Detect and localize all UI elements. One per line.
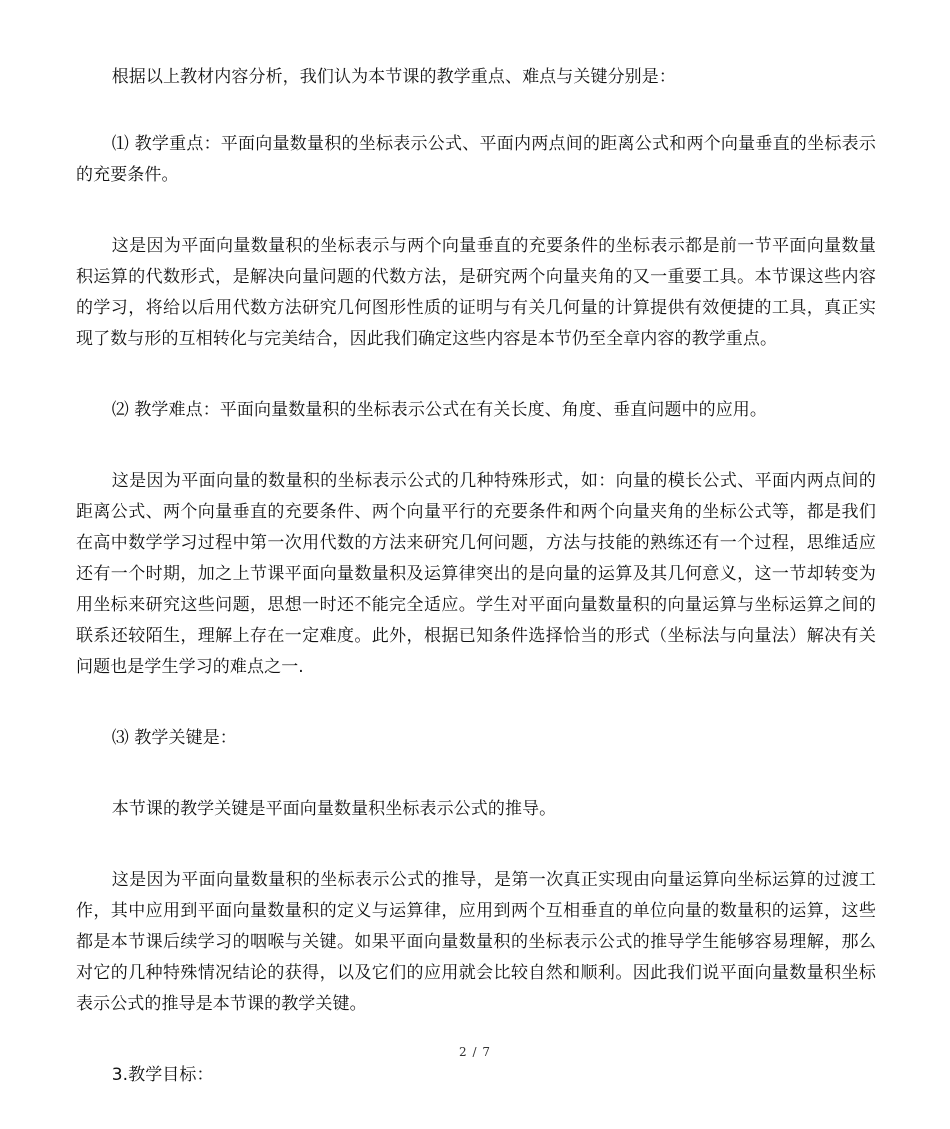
key-points-paragraph: ⑴ 教学重点：平面向量数量积的坐标表示公式、平面内两点间的距离公式和两个向量垂直的坐标表示的充要条件。 xyxy=(76,134,876,185)
page-number: 2 / 7 xyxy=(459,1045,491,1059)
objectives-heading: 3.教学目标： xyxy=(111,1065,214,1085)
intro-paragraph: 根据以上教材内容分析，我们认为本节课的教学重点、难点与关键分别是： xyxy=(111,67,676,87)
key-points-explanation: 这是因为平面向量数量积的坐标表示与两个向量垂直的充要条件的坐标表示都是前一节平面向量数量积运算的代数形式，是解决向量问题的代数方法，是研究两个向量夹角的又一重要工具。本节课这些内容的学习，将给以后用代数方法研究几何图形性质的证明与有关几何量的计算提供有效便捷的工具，真正实现了数与形的互相转化与完美结合，因此我们确定这些内容是本节仍至全章内容的教学重点。 xyxy=(76,236,876,349)
difficulties-paragraph: ⑵ 教学难点：平面向量数量积的坐标表示公式在有关长度、角度、垂直问题中的应用。 xyxy=(111,400,767,420)
key-explanation: 这是因为平面向量数量积的坐标表示公式的推导，是第一次真正实现由向量运算向坐标运算的过渡工作，其中应用到平面向量数量积的定义与运算律，应用到两个互相垂直的单位向量的数量积的运算，这些都是本节课后续学习的咽喉与关键。如果平面向量数量积的坐标表示公式的推导学生能够容易理解，那么对它的几种特殊情况结论的获得，以及它们的应用就会比较自然和顺利。因此我们说平面向量数量积坐标表示公式的推导是本节课的教学关键。 xyxy=(76,870,876,1014)
key-heading-paragraph: ⑶ 教学关键是： xyxy=(111,728,237,748)
difficulties-explanation: 这是因为平面向量的数量积的坐标表示公式的几种特殊形式，如：向量的模长公式、平面内两点间的距离公式、两个向量垂直的充要条件、两个向量平行的充要条件和两个向量夹角的坐标公式等，都是我们在高中数学学习过程中第一次用代数的方法来研究几何问题，方法与技能的熟练还有一个过程，思维适应还有一个时期，加之上节课平面向量数量积及运算律突出的是向量的运算及其几何意义，这一节却转变为用坐标来研究这些问题，思想一时还不能完全适应。学生对平面向量数量积的向量运算与坐标运算之间的联系还较陌生，理解上存在一定难度。此外，根据已知条件选择恰当的形式（坐标法与向量法）解决有关问题也是学生学习的难点之一. xyxy=(76,471,876,677)
document-body xyxy=(76,62,876,1091)
key-statement-paragraph: 本节课的教学关键是平面向量数量积坐标表示公式的推导。 xyxy=(111,799,557,819)
